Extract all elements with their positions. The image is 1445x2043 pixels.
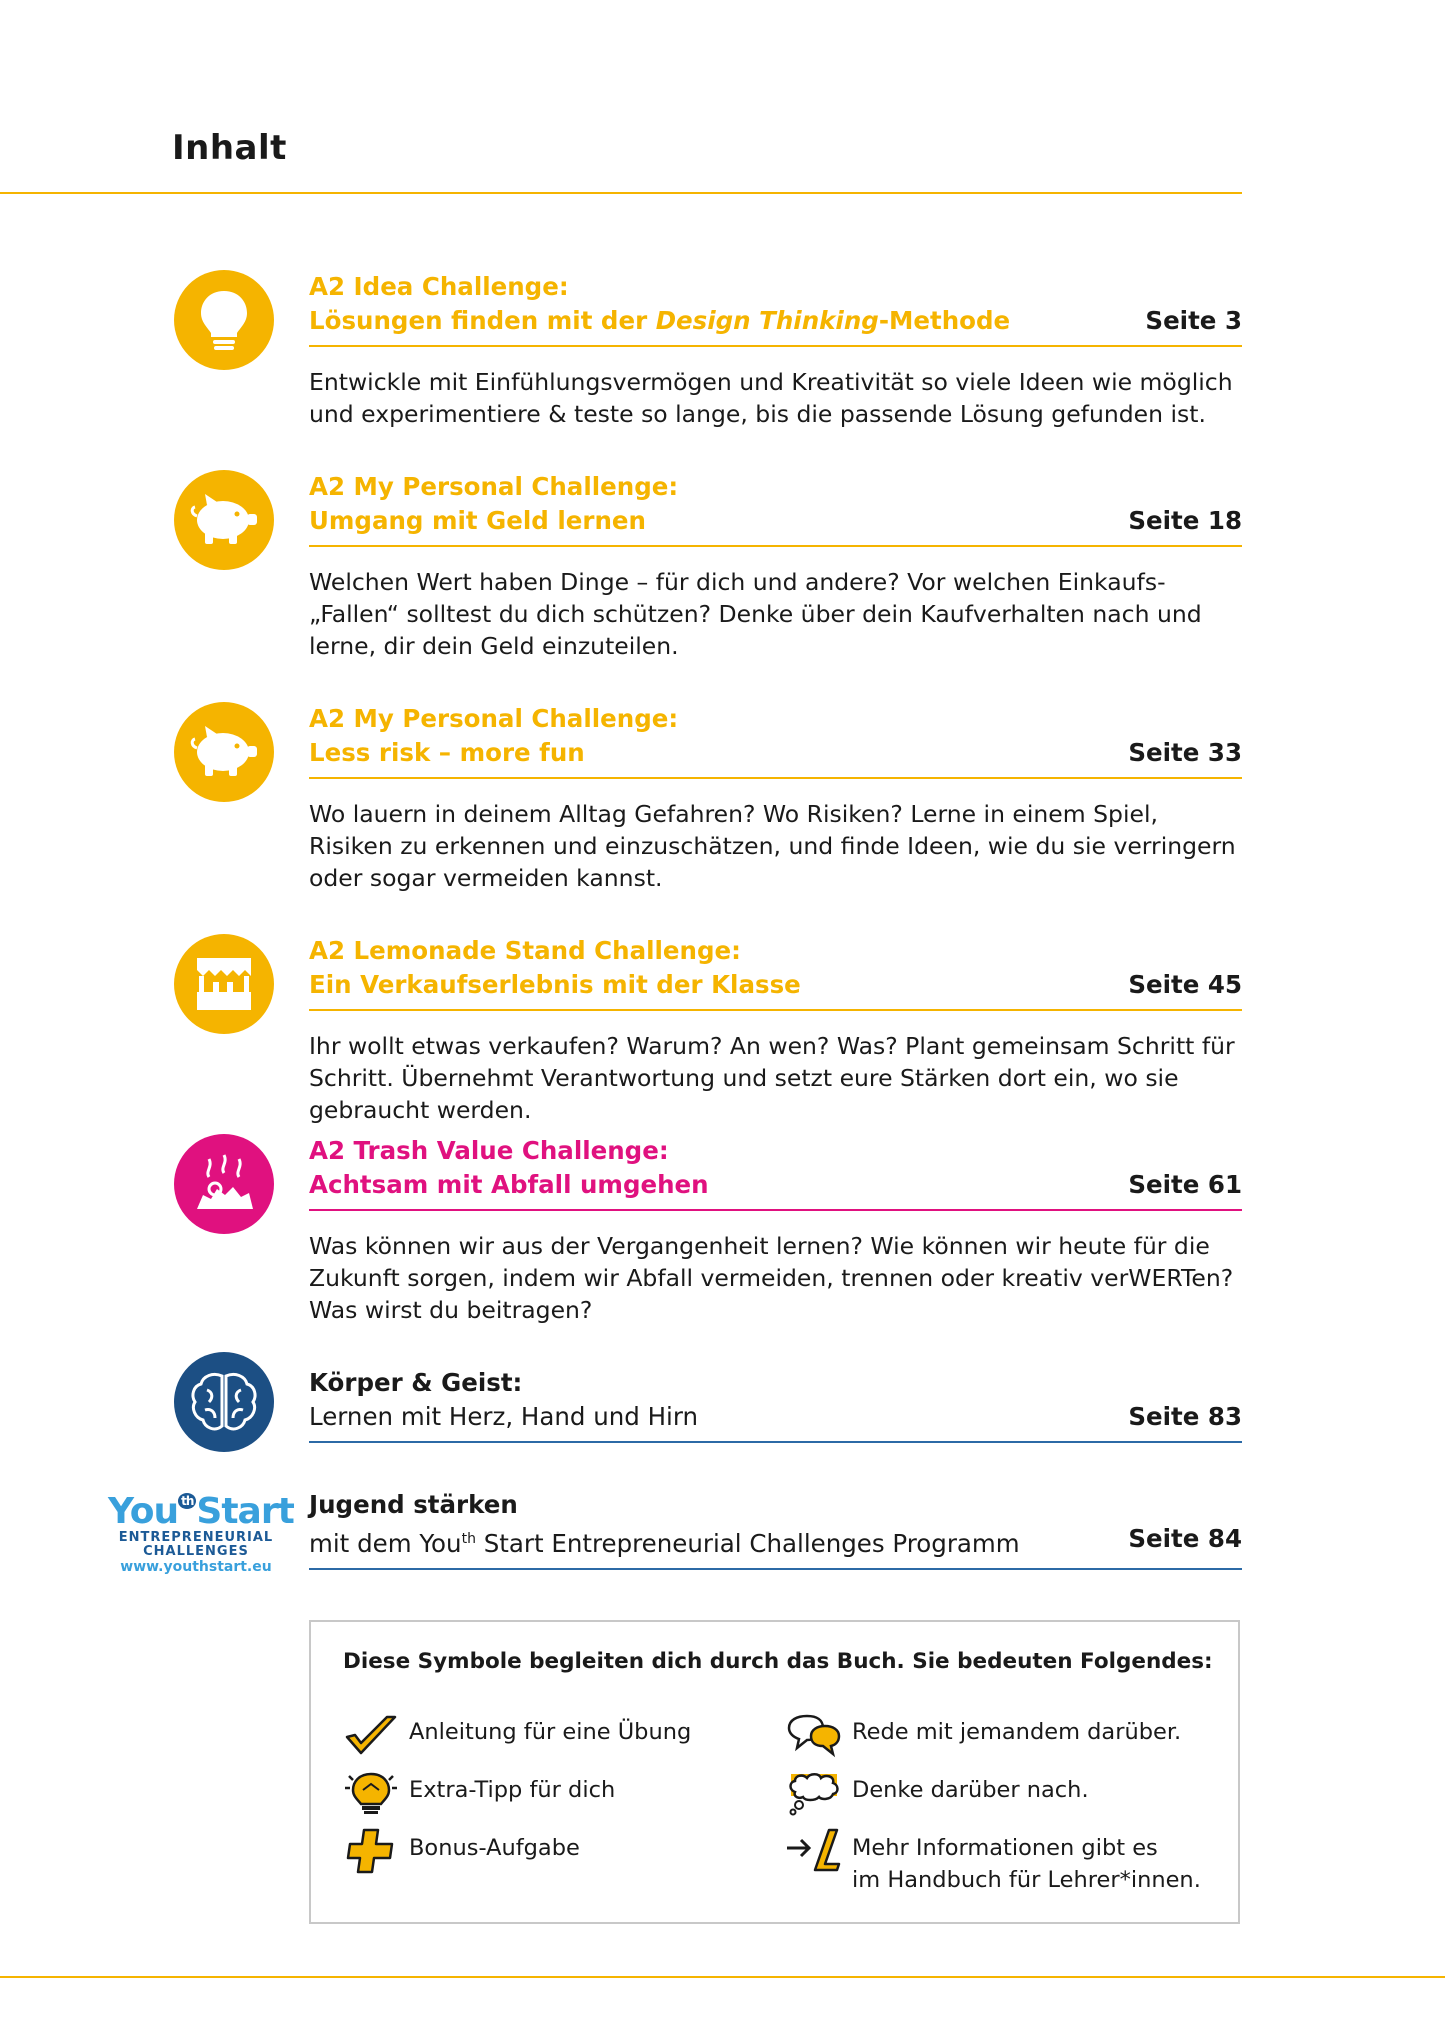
- entry-subtitle: Lösungen finden mit der Design Thinking-Methode: [309, 306, 1011, 335]
- trash-pile-icon: [174, 1134, 274, 1234]
- toc-entry-idea-challenge[interactable]: [309, 270, 1242, 347]
- market-stand-icon: [174, 934, 274, 1034]
- symbol-legend: [309, 1620, 1240, 1924]
- entry-subtitle: Umgang mit Geld lernen: [309, 506, 646, 535]
- entry-description: Wo lauern in deinem Alltag Gefahren? Wo Risiken? Lerne in einem Spiel, Risiken zu erkennen und einzuschätzen, und finde Ideen, wie du sie verringern oder sogar vermeiden kannst.: [309, 800, 1236, 892]
- brain-icon: [174, 1352, 274, 1452]
- thought-bubble-icon: [784, 1768, 844, 1818]
- entry-subtitle: mit dem You$^{th}$ Start Entrepreneurial Challenges Programm: [309, 1529, 1020, 1559]
- entry-title: Körper & Geist:: [309, 1368, 523, 1397]
- toc-entry-trash-challenge[interactable]: [309, 1134, 1242, 1211]
- checkmark-icon: [341, 1710, 401, 1760]
- symbol-legend-item: Rede mit jemandem darüber.: [784, 1710, 1181, 1760]
- entry-title: A2 My Personal Challenge:: [309, 472, 679, 501]
- top-divider: [0, 192, 1242, 194]
- entry-page-number: Seite 3: [1145, 306, 1242, 335]
- entry-subtitle: Ein Verkaufserlebnis mit der Klasse: [309, 970, 801, 999]
- speech-bubbles-icon: [784, 1710, 844, 1760]
- youthstart-logo: You $^{th}$Start ENTREPRENEURIAL CHALLENGES www.youthstart.eu: [108, 1491, 294, 1575]
- entry-page-number: Seite 45: [1128, 970, 1242, 999]
- teacher-arrow-icon: [784, 1826, 844, 1876]
- toc-entry-lemonade-challenge[interactable]: [309, 934, 1242, 1011]
- entry-page-number: Seite 33: [1128, 738, 1242, 767]
- entry-title: Jugend stärken: [309, 1490, 518, 1519]
- piggy-bank-icon: [174, 702, 274, 802]
- piggy-bank-icon: [174, 470, 274, 570]
- entry-page-number: Seite 83: [1128, 1402, 1242, 1431]
- lightbulb-tip-icon: [341, 1768, 401, 1818]
- page-title: Inhalt: [172, 128, 287, 168]
- symbol-legend-item: Denke darüber nach.: [784, 1768, 1089, 1818]
- symbol-legend-item: Anleitung für eine Übung: [341, 1710, 691, 1760]
- entry-description: Welchen Wert haben Dinge – für dich und andere? Vor welchen Einkaufs-„Fallen“ solltest du dich schützen? Denke über dein Kaufverhalten nach und lerne, dir dein Geld einzuteilen.: [309, 568, 1202, 660]
- toc-entry-risk-challenge[interactable]: [309, 702, 1242, 779]
- toc-entry-money-challenge[interactable]: [309, 470, 1242, 547]
- entry-title: A2 My Personal Challenge:: [309, 704, 679, 733]
- toc-entry-body-mind[interactable]: [309, 1366, 1242, 1443]
- symbol-legend-heading: Diese Symbole begleiten dich durch das Buch. Sie bedeuten Folgendes:: [343, 1649, 1213, 1674]
- entry-title: A2 Lemonade Stand Challenge:: [309, 936, 741, 965]
- bonus-plus-icon: [341, 1826, 401, 1876]
- entry-subtitle: Lernen mit Herz, Hand und Hirn: [309, 1402, 699, 1431]
- entry-title: A2 Idea Challenge:: [309, 272, 569, 301]
- symbol-legend-item: Extra-Tipp für dich: [341, 1768, 615, 1818]
- entry-subtitle: Achtsam mit Abfall umgehen: [309, 1170, 709, 1199]
- entry-subtitle: Less risk – more fun: [309, 738, 585, 767]
- entry-description: Was können wir aus der Vergangenheit lernen? Wie können wir heute für die Zukunft sorgen, indem wir Abfall vermeiden, trennen oder kreativ verWERTen? Was wirst du beitragen?: [309, 1232, 1234, 1324]
- entry-page-number: Seite 18: [1128, 506, 1242, 535]
- entry-description: Entwickle mit Einfühlungsvermögen und Kreativität so viele Ideen wie möglich und experimentiere & teste so lange, bis die passende Lösung gefunden ist.: [309, 368, 1233, 428]
- entry-page-number: Seite 61: [1128, 1170, 1242, 1199]
- symbol-legend-item: Bonus-Aufgabe: [341, 1826, 580, 1876]
- toc-entry-youthstart[interactable]: [309, 1488, 1242, 1570]
- entry-page-number: Seite 84: [1128, 1524, 1242, 1553]
- symbol-legend-item: Mehr Informationen gibt es im Handbuch für Lehrer*innen.: [784, 1826, 1201, 1896]
- bottom-divider: [0, 1976, 1445, 1978]
- entry-title: A2 Trash Value Challenge:: [309, 1136, 669, 1165]
- entry-description: Ihr wollt etwas verkaufen? Warum? An wen? Was? Plant gemeinsam Schritt für Schritt. Übernehmt Verantwortung und setzt eure Stärken dort ein, wo sie gebraucht werden.: [309, 1032, 1235, 1124]
- lightbulb-icon: [174, 270, 274, 370]
